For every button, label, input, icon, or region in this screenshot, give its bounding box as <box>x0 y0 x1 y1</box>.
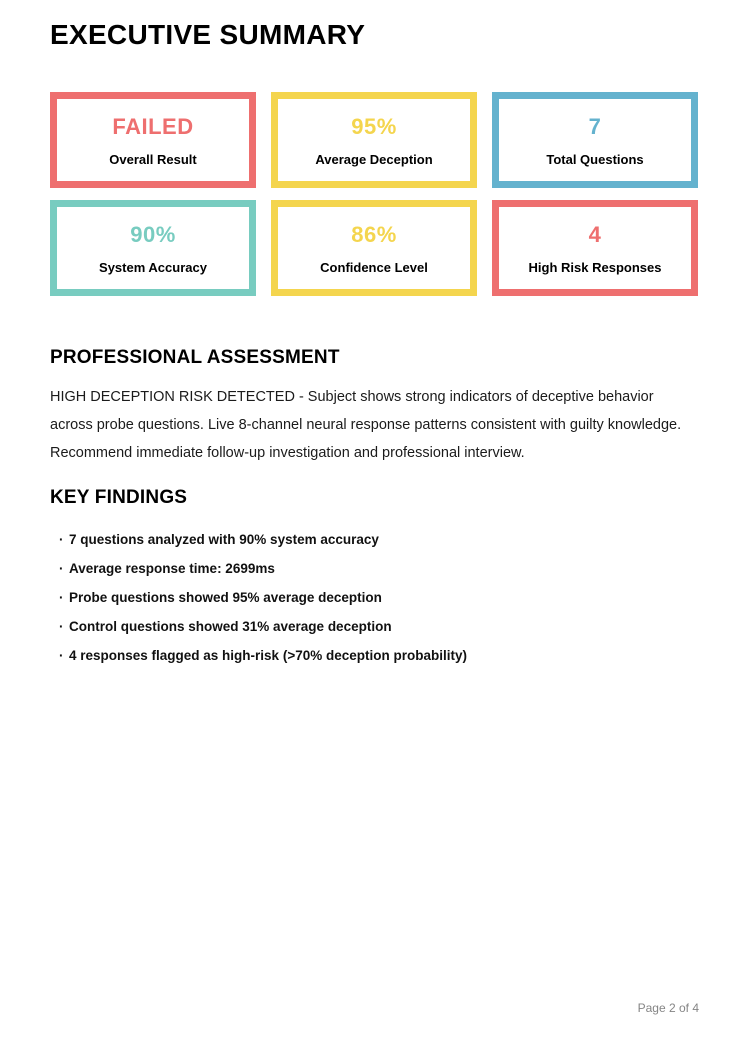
stat-label-average-deception: Average Deception <box>315 151 433 167</box>
stat-card-system-accuracy <box>50 200 256 296</box>
stat-card-average-deception <box>271 92 477 188</box>
stat-card-high-risk-responses <box>492 200 698 296</box>
findings-list <box>50 525 698 670</box>
stat-label-total-questions: Total Questions <box>546 151 644 167</box>
stat-label-confidence-level: Confidence Level <box>320 259 428 275</box>
stat-value-average-deception: 95% <box>351 113 397 139</box>
finding-item: · Probe questions showed 95% average deception <box>50 583 698 612</box>
summary-stats-grid <box>50 92 698 296</box>
stat-label-overall-result: Overall Result <box>109 151 197 167</box>
assessment-heading: PROFESSIONAL ASSESSMENT <box>50 347 340 368</box>
finding-item: · Average response time: 2699ms <box>50 554 698 583</box>
page-title: EXECUTIVE SUMMARY <box>50 19 366 50</box>
assessment-body: HIGH DECEPTION RISK DETECTED - Subject shows strong indicators of deceptive behavior across probe questions. Live 8-channel neural response patterns consistent with guilty knowledge. Recommend immediate follow-up investigation and professional interview. <box>50 389 682 461</box>
stat-label-system-accuracy: System Accuracy <box>99 259 207 275</box>
finding-item: · 7 questions analyzed with 90% system accuracy <box>50 525 698 554</box>
stat-value-high-risk-responses: 4 <box>588 221 602 247</box>
stat-card-confidence-level <box>271 200 477 296</box>
stat-card-overall-result <box>50 92 256 188</box>
stat-value-overall-result: FAILED <box>112 113 194 139</box>
finding-item: · 4 responses flagged as high-risk (>70% deception probability) <box>50 641 698 670</box>
stat-value-system-accuracy: 90% <box>130 221 176 247</box>
stat-label-high-risk-responses: High Risk Responses <box>528 259 662 275</box>
stat-value-confidence-level: 86% <box>351 221 397 247</box>
findings-heading: KEY FINDINGS <box>50 487 188 508</box>
stat-card-total-questions <box>492 92 698 188</box>
finding-item: · Control questions showed 31% average deception <box>50 612 698 641</box>
page-number: Page 2 of 4 <box>637 1001 699 1015</box>
stat-value-total-questions: 7 <box>588 113 602 139</box>
